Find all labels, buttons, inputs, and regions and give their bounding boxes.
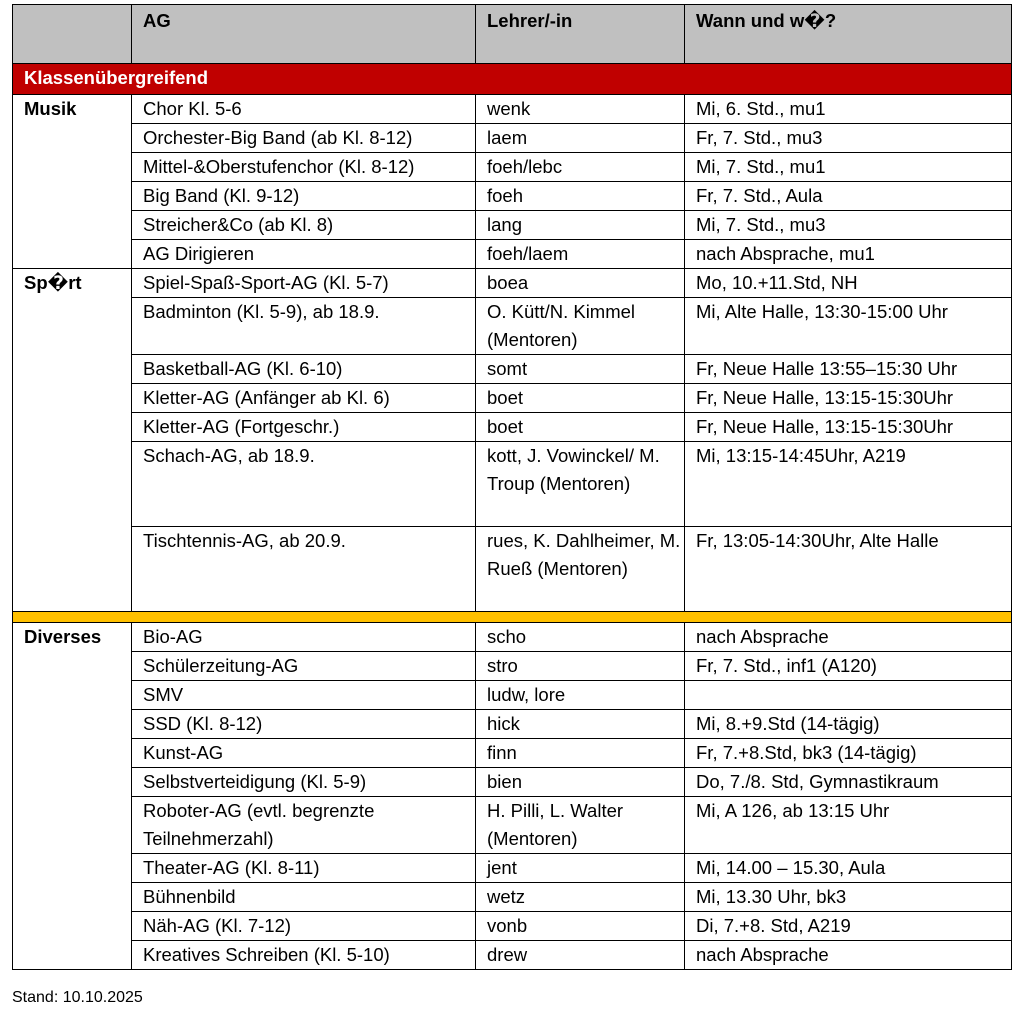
ag-name: SMV [132, 681, 476, 710]
when-where: Fr, 7. Std., Aula [685, 182, 1012, 211]
category-cell [13, 768, 132, 797]
when-where: Mi, 6. Std., mu1 [685, 95, 1012, 124]
header-ag: AG [132, 5, 476, 64]
ag-name: Big Band (Kl. 9-12) [132, 182, 476, 211]
teacher: drew [476, 941, 685, 970]
teacher: boet [476, 384, 685, 413]
teacher: foeh/lebc [476, 153, 685, 182]
ag-name: Selbstverteidigung (Kl. 5-9) [132, 768, 476, 797]
group-row-klassenuebergreifend [13, 64, 1012, 95]
ag-name: Schach-AG, ab 18.9. [132, 442, 476, 527]
table-row [13, 883, 1012, 912]
table-row [13, 153, 1012, 182]
ag-name: Mittel-&Oberstufenchor (Kl. 8-12) [132, 153, 476, 182]
ag-name: Theater-AG (Kl. 8-11) [132, 854, 476, 883]
teacher: finn [476, 739, 685, 768]
header-teacher: Lehrer/-in [476, 5, 685, 64]
when-where: Mi, 7. Std., mu1 [685, 153, 1012, 182]
teacher: boea [476, 269, 685, 298]
ag-name: Badminton (Kl. 5-9), ab 18.9. [132, 298, 476, 355]
table-row [13, 652, 1012, 681]
when-where [685, 681, 1012, 710]
separator-bar [13, 612, 1012, 623]
teacher: ludw, lore [476, 681, 685, 710]
header-when-where: Wann und w�? [685, 5, 1012, 64]
when-where: Mo, 10.+11.Std, NH [685, 269, 1012, 298]
category-cell [13, 153, 132, 182]
when-where: nach Absprache [685, 941, 1012, 970]
table-row [13, 182, 1012, 211]
teacher: wetz [476, 883, 685, 912]
ag-name: Tischtennis-AG, ab 20.9. [132, 527, 476, 612]
teacher: wenk [476, 95, 685, 124]
teacher: laem [476, 124, 685, 153]
category-label: Musik [13, 95, 132, 124]
category-cell [13, 912, 132, 941]
ag-name: Basketball-AG (Kl. 6-10) [132, 355, 476, 384]
footer-date: Stand: 10.10.2025 [12, 989, 143, 1006]
table-row [13, 941, 1012, 970]
table-row [13, 355, 1012, 384]
category-cell [13, 883, 132, 912]
category-cell [13, 413, 132, 442]
table-row [13, 95, 1012, 124]
ag-name: Orchester-Big Band (ab Kl. 8-12) [132, 124, 476, 153]
ag-name: SSD (Kl. 8-12) [132, 710, 476, 739]
header-category [13, 5, 132, 64]
ag-name: Kreatives Schreiben (Kl. 5-10) [132, 941, 476, 970]
teacher: lang [476, 211, 685, 240]
category-cell [13, 710, 132, 739]
when-where: Fr, 7. Std., inf1 (A120) [685, 652, 1012, 681]
table-row [13, 442, 1012, 527]
when-where: Do, 7./8. Std, Gymnastikraum [685, 768, 1012, 797]
ag-name: Spiel-Spaß-Sport-AG (Kl. 5-7) [132, 269, 476, 298]
when-where: Mi, 7. Std., mu3 [685, 211, 1012, 240]
category-cell [13, 681, 132, 710]
table-row [13, 384, 1012, 413]
when-where: Fr, Neue Halle, 13:15-15:30Uhr [685, 384, 1012, 413]
when-where: Fr, Neue Halle, 13:15-15:30Uhr [685, 413, 1012, 442]
ag-name: Bühnenbild [132, 883, 476, 912]
ag-name: Bio-AG [132, 623, 476, 652]
category-cell [13, 240, 132, 269]
when-where: Fr, 7. Std., mu3 [685, 124, 1012, 153]
category-cell [13, 739, 132, 768]
section-separator [13, 612, 1012, 623]
when-where: Fr, 7.+8.Std, bk3 (14-tägig) [685, 739, 1012, 768]
when-where: Mi, 14.00 – 15.30, Aula [685, 854, 1012, 883]
teacher: rues, K. Dahlheimer, M. Rueß (Mentoren) [476, 527, 685, 612]
ag-table [12, 4, 1012, 970]
teacher: vonb [476, 912, 685, 941]
table-row [13, 269, 1012, 298]
table-row [13, 768, 1012, 797]
table-row [13, 211, 1012, 240]
teacher: jent [476, 854, 685, 883]
teacher: O. Kütt/N. Kimmel (Mentoren) [476, 298, 685, 355]
table-header-row [13, 5, 1012, 64]
category-cell [13, 384, 132, 413]
teacher: hick [476, 710, 685, 739]
teacher: boet [476, 413, 685, 442]
category-cell [13, 652, 132, 681]
teacher: foeh [476, 182, 685, 211]
when-where: Mi, 13:15-14:45Uhr, A219 [685, 442, 1012, 527]
ag-name: Chor Kl. 5-6 [132, 95, 476, 124]
teacher: bien [476, 768, 685, 797]
teacher: stro [476, 652, 685, 681]
ag-name: Kletter-AG (Anfänger ab Kl. 6) [132, 384, 476, 413]
ag-name: Kletter-AG (Fortgeschr.) [132, 413, 476, 442]
table-row [13, 527, 1012, 612]
when-where: Mi, 8.+9.Std (14-tägig) [685, 710, 1012, 739]
table-row [13, 298, 1012, 355]
ag-name: AG Dirigieren [132, 240, 476, 269]
category-cell [13, 442, 132, 527]
category-cell [13, 124, 132, 153]
ag-name: Näh-AG (Kl. 7-12) [132, 912, 476, 941]
table-row [13, 739, 1012, 768]
category-cell [13, 527, 132, 612]
category-cell [13, 211, 132, 240]
table-row [13, 912, 1012, 941]
category-cell [13, 298, 132, 355]
when-where: nach Absprache [685, 623, 1012, 652]
when-where: Di, 7.+8. Std, A219 [685, 912, 1012, 941]
table-row [13, 413, 1012, 442]
table-row [13, 710, 1012, 739]
ag-name: Kunst-AG [132, 739, 476, 768]
when-where: Fr, 13:05-14:30Uhr, Alte Halle [685, 527, 1012, 612]
category-label: Sp�rt [13, 269, 132, 298]
teacher: foeh/laem [476, 240, 685, 269]
category-cell [13, 182, 132, 211]
table-row [13, 124, 1012, 153]
table-row [13, 854, 1012, 883]
category-cell [13, 854, 132, 883]
table-row [13, 797, 1012, 854]
table-row [13, 623, 1012, 652]
group-title: Klassenübergreifend [13, 64, 1012, 95]
when-where: Mi, 13.30 Uhr, bk3 [685, 883, 1012, 912]
teacher: scho [476, 623, 685, 652]
teacher: somt [476, 355, 685, 384]
category-label: Diverses [13, 623, 132, 652]
ag-name: Streicher&Co (ab Kl. 8) [132, 211, 476, 240]
when-where: Mi, Alte Halle, 13:30-15:00 Uhr [685, 298, 1012, 355]
table-row [13, 681, 1012, 710]
teacher: H. Pilli, L. Walter (Mentoren) [476, 797, 685, 854]
category-cell [13, 355, 132, 384]
when-where: Mi, A 126, ab 13:15 Uhr [685, 797, 1012, 854]
when-where: Fr, Neue Halle 13:55–15:30 Uhr [685, 355, 1012, 384]
category-cell [13, 797, 132, 854]
when-where: nach Absprache, mu1 [685, 240, 1012, 269]
table-row [13, 240, 1012, 269]
ag-name: Schülerzeitung-AG [132, 652, 476, 681]
ag-name: Roboter-AG (evtl. begrenzte Teilnehmerzahl) [132, 797, 476, 854]
teacher: kott, J. Vowinckel/ M. Troup (Mentoren) [476, 442, 685, 527]
category-cell [13, 941, 132, 970]
